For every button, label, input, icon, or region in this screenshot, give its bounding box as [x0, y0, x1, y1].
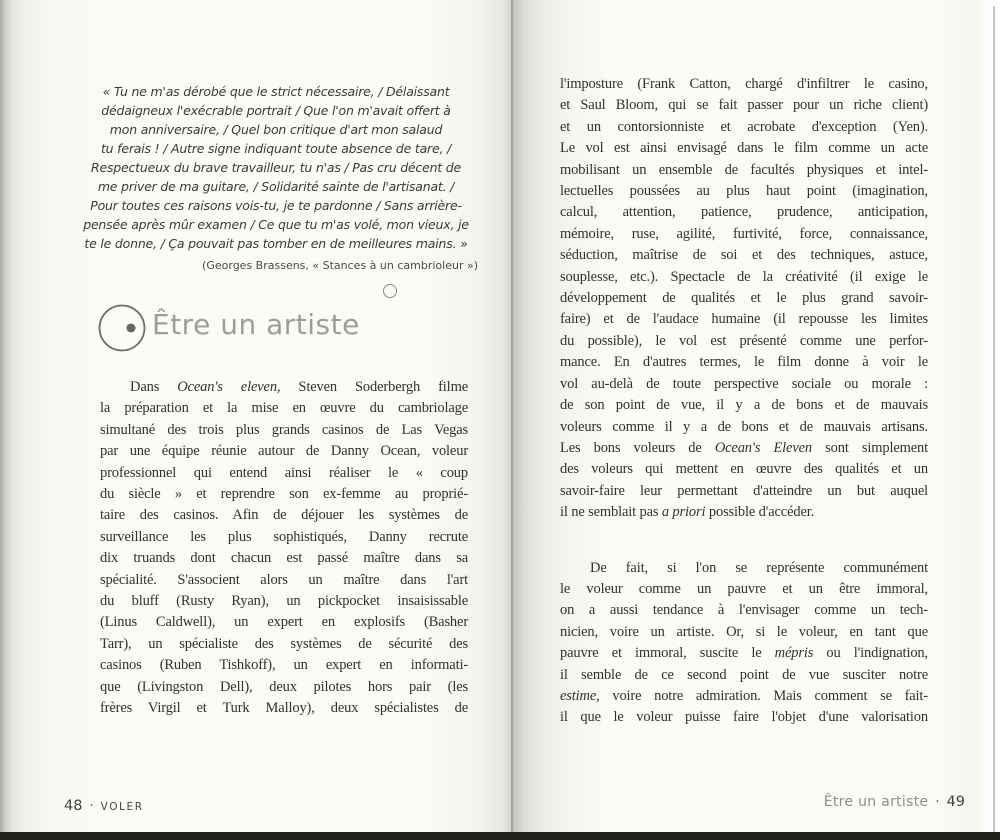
epigraph-lines	[74, 82, 478, 253]
chapter-title: VOLER	[100, 801, 144, 813]
footer-separator: ·	[935, 795, 940, 810]
text-line: lectuelles poussées au plus haut point (imagination,	[560, 183, 928, 200]
right-page	[513, 0, 1000, 833]
text-line: souplesse, etc.). Spectacle de la créativité (il exige le	[560, 268, 928, 285]
running-section-title: Être un artiste	[823, 794, 929, 810]
epigraph-line: « Tu ne m'as dérobé que le strict nécessaire, / Délaissant	[102, 84, 450, 99]
text-line: et un contorsionniste et acrobate d'exception (Yen).	[560, 118, 928, 135]
text-line: De fait, si l'on se représente communément	[590, 559, 928, 576]
circle-dot-icon	[98, 303, 148, 353]
text-line: frères Virgil et Turk Malloy), deux spécialistes de	[100, 700, 468, 717]
page-number: 49	[946, 794, 965, 810]
text-line: il semble de ce second point de vue susciter notre	[560, 666, 928, 683]
left-body-text	[100, 377, 468, 720]
right-footer	[824, 791, 965, 810]
page-number: 48	[64, 798, 83, 814]
text-line: il ne semblait pas a priori possible d'accéder.	[560, 504, 815, 521]
epigraph-line: mon anniversaire, / Quel bon critique d'art mon salaud	[109, 122, 443, 137]
text-line: séduction, maîtrise de soi et des techniques, astuce,	[560, 247, 928, 264]
text-line: calcul, attention, patience, prudence, anticipation,	[560, 204, 928, 221]
epigraph-line: Respectueux du brave travailleur, tu n'as / Pas cru décent de	[90, 160, 462, 175]
text-line: des voleurs qui mettent en œuvre des qualités et un	[560, 461, 928, 478]
text-line: Les bons voleurs de Ocean's Eleven sont simplement	[560, 439, 929, 456]
text-line: et Saul Bloom, qui se fait passer pour un riche client)	[560, 97, 928, 114]
text-line: par une équipe réunie autour de Danny Ocean, voleur	[100, 443, 468, 460]
text-line: l'imposture (Frank Catton, chargé d'infiltrer le casino,	[560, 76, 928, 92]
text-line: faire) et de l'audace humaine (il repousse les limites	[560, 311, 928, 328]
text-line: que (Livingston Dell), deux pilotes hors pair (les	[100, 678, 468, 695]
text-line: la préparation et la mise en œuvre du cambriolage	[100, 400, 468, 417]
text-line: surveillance les plus sophistiqués, Danny recrute	[100, 528, 468, 545]
epigraph	[74, 82, 478, 272]
epigraph-line: dédaigneux l'exécrable portrait / Que l'on m'avait offert à	[101, 103, 451, 118]
epigraph-line: te le donne, / Ça pouvait pas tomber en de meilleures mains. »	[84, 236, 468, 251]
text-line: mémoire, ruse, agilité, furtivité, force, connaissance,	[560, 225, 928, 242]
text-line: dix truands dont chacun est passé maître dans sa	[100, 550, 468, 567]
text-line: savoir-faire leur permettant d'atteindre un but auquel	[560, 482, 928, 499]
text-line: de son point de vue, il y a de bons et de mauvais	[560, 397, 928, 414]
epigraph-attribution: (Georges Brassens, « Stances à un cambrioleur »)	[202, 259, 478, 272]
text-line: du bluff (Rusty Ryan), un pickpocket insaisissable	[100, 593, 468, 610]
paragraph	[560, 558, 928, 729]
paragraph	[560, 74, 928, 524]
text-line: mobilisant un ensemble de facultés physiques et intel-	[560, 161, 928, 178]
text-line: nicien, voire un artiste. Or, si le voleur, en tant que	[560, 623, 928, 640]
epigraph-line: pensée après mûr examen / Ce que tu m'as volé, mon vieux, je	[83, 217, 469, 232]
text-line: Le vol est ainsi envisagé dans le film comme un acte	[560, 140, 928, 157]
text-line: pauvre et immoral, suscite le mépris ou l'indignation,	[560, 645, 928, 662]
text-line: taire des casinos. Afin de déjouer les systèmes de	[100, 507, 468, 524]
text-line: estime, voire notre admiration. Mais comment se fait-	[560, 687, 928, 704]
text-line: il que le voleur puisse faire l'objet d'une valorisation	[560, 709, 928, 726]
footer-separator: ·	[89, 799, 94, 814]
text-line: du possible), le vol est présenté comme une perfor-	[560, 332, 928, 349]
text-line: développement de qualités et le plus grand savoir-	[560, 290, 928, 307]
text-line: professionnel qui entend ainsi réaliser le « coup	[100, 464, 468, 481]
text-line: simultané des trois plus grands casinos de Las Vegas	[100, 421, 468, 438]
text-line: Dans Ocean's eleven, Steven Soderbergh filme	[130, 379, 468, 395]
text-line: mance. En d'autres termes, le film donne à voir le	[560, 354, 928, 371]
text-line: le voleur comme un pauvre et un être immoral,	[560, 580, 928, 597]
left-footer	[64, 795, 144, 814]
epigraph-line: tu ferais ! / Autre signe indiquant toute absence de tare, /	[100, 141, 452, 156]
text-line: voleurs comme il y a de bons et de mauvais artisans.	[560, 418, 928, 435]
epigraph-line: Pour toutes ces raisons vois-tu, je te pardonne / Sans arrière-	[90, 198, 462, 213]
scan-bottom-edge	[0, 832, 1000, 840]
circle-ornament-icon	[383, 284, 397, 298]
text-line: vol au-delà de toute perspective sociale ou morale :	[560, 375, 928, 392]
right-body-text	[560, 74, 928, 729]
epigraph-line: me priver de ma guitare, / Solidarité sainte de l'artisanat. /	[97, 179, 455, 194]
text-line: spécialité. S'associent alors un maître dans l'art	[100, 571, 468, 588]
page-edge-line	[993, 6, 995, 832]
text-line: Tarr), un spécialiste des systèmes de sécurité des	[100, 635, 468, 652]
text-line: du siècle » et reprendre son ex-femme au proprié-	[100, 486, 468, 503]
text-line: casinos (Ruben Tishkoff), un expert en informati-	[100, 657, 468, 674]
text-line: (Linus Caldwell), un expert en explosifs (Basher	[100, 614, 468, 631]
paragraph	[100, 377, 468, 720]
book-gutter-shadow	[511, 0, 513, 833]
section-heading: Être un artiste	[152, 308, 360, 341]
text-line: on a aussi tendance à l'envisager comme un tech-	[560, 602, 928, 619]
